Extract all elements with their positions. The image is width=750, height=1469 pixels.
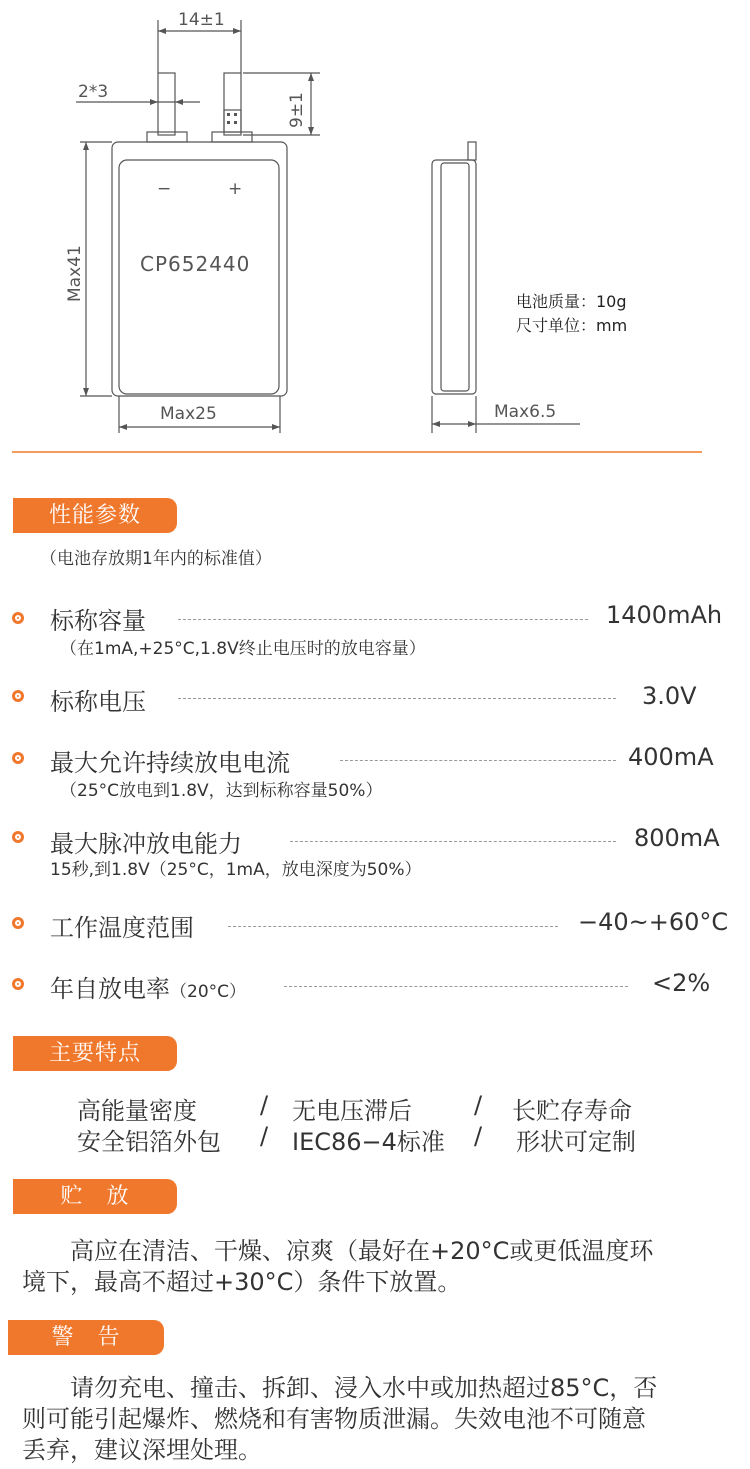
- dim-width: Max25: [160, 404, 217, 424]
- leader-line: [228, 926, 558, 927]
- dim-height: Max41: [65, 245, 85, 302]
- param-value: −40~+60°C: [578, 908, 729, 936]
- feature-separator: /: [474, 1122, 483, 1150]
- param-value: 3.0V: [642, 682, 697, 710]
- bullet-icon: [12, 612, 24, 624]
- leader-line: [178, 698, 616, 699]
- leader-line: [284, 986, 628, 987]
- section-title-warning: 警 告: [8, 1320, 164, 1355]
- plus-sign: +: [228, 179, 243, 199]
- param-value: 1400mAh: [606, 601, 723, 629]
- warning-line: 则可能引起爆炸、燃烧和有害物质泄漏。失效电池不可随意: [22, 1405, 646, 1433]
- performance-note: （电池存放期1年内的标准值）: [40, 549, 272, 569]
- param-subnote: （在1mA,+25°C,1.8V终止电压时的放电容量）: [60, 639, 426, 659]
- storage-line: 高应在清洁、干燥、凉爽（最好在+20°C或更低温度环: [22, 1237, 654, 1265]
- param-value: 400mA: [628, 743, 714, 771]
- param-name: 工作温度范围: [50, 914, 194, 942]
- param-name: 标称电压: [50, 688, 146, 716]
- param-value: 800mA: [634, 824, 720, 852]
- param-subnote: （25°C放电到1.8V，达到标称容量50%）: [60, 781, 383, 801]
- section-title-performance: 性能参数: [13, 498, 177, 533]
- param-name: [50, 969, 246, 1004]
- leader-line: [340, 760, 616, 761]
- dim-tab-size: 2*3: [78, 82, 109, 102]
- feature-item: 长贮存寿命: [512, 1097, 632, 1125]
- param-name: 标称容量: [50, 607, 146, 635]
- feature-item: 无电压滞后: [292, 1097, 412, 1125]
- storage-text: [22, 1236, 744, 1298]
- param-name: 最大脉冲放电能力: [50, 830, 242, 858]
- spec-weight: 电池质量：10g: [516, 292, 627, 311]
- bullet-icon: [12, 752, 24, 764]
- feature-item: 高能量密度: [77, 1097, 197, 1125]
- bullet-icon: [12, 690, 24, 702]
- bullet-icon: [12, 917, 24, 929]
- dim-tab-length: 9±1: [287, 92, 307, 128]
- section-title-features: 主要特点: [13, 1036, 177, 1071]
- battery-dimension-drawing: [0, 0, 750, 445]
- section-title-storage: 贮 放: [13, 1179, 177, 1214]
- model-label: CP652440: [140, 252, 251, 276]
- param-name-text: 年自放电率: [50, 975, 170, 1003]
- param-subnote: 15秒,到1.8V（25°C，1mA，放电深度为50%）: [50, 860, 422, 880]
- feature-separator: /: [260, 1091, 269, 1119]
- spec-unit: 尺寸单位：mm: [516, 316, 628, 335]
- dim-tab-spacing: 14±1: [178, 10, 225, 30]
- leader-line: [290, 841, 616, 842]
- warning-text: [22, 1373, 744, 1466]
- feature-item: 安全铝箔外包: [77, 1128, 221, 1156]
- param-name-suffix: （20°C）: [170, 982, 247, 1002]
- feature-item: 形状可定制: [516, 1128, 636, 1156]
- param-name: 最大允许持续放电电流: [50, 749, 290, 777]
- warning-line: 丢弃，建议深埋处理。: [22, 1436, 262, 1464]
- minus-sign: −: [157, 179, 172, 199]
- bullet-icon: [12, 978, 24, 990]
- leader-line: [178, 619, 588, 620]
- feature-item: IEC86−4标准: [292, 1128, 445, 1156]
- positive-tab: [224, 73, 241, 135]
- negative-tab: [158, 73, 175, 135]
- bullet-icon: [12, 831, 24, 843]
- feature-separator: /: [474, 1091, 483, 1119]
- warning-line: 请勿充电、撞击、拆卸、浸入水中或加热超过85°C，否: [22, 1374, 658, 1402]
- divider: [12, 451, 702, 453]
- param-value: <2%: [652, 969, 711, 997]
- storage-line: 境下，最高不超过+30°C）条件下放置。: [22, 1268, 462, 1296]
- feature-separator: /: [260, 1122, 269, 1150]
- dim-thickness: Max6.5: [494, 402, 557, 422]
